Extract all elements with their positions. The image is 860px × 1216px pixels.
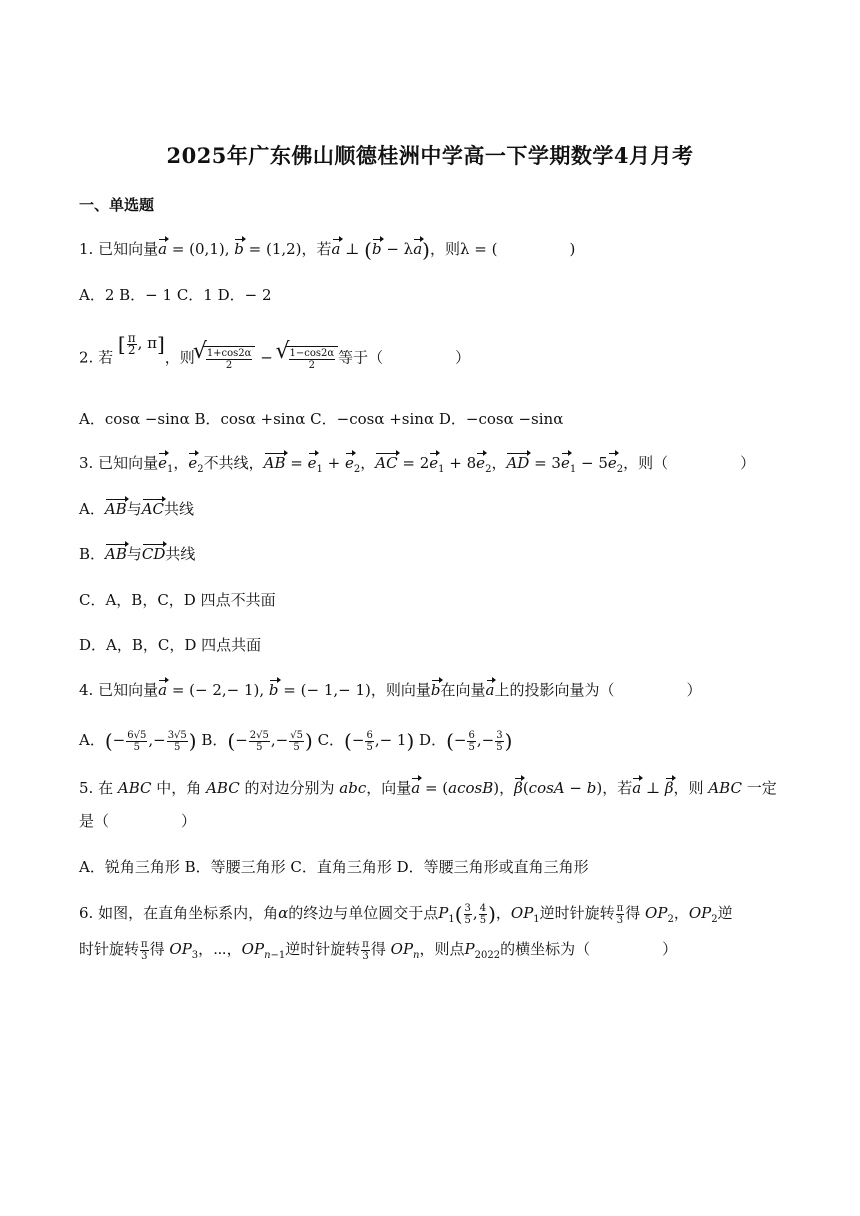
exam-title: 2025年广东佛山顺德桂洲中学高一下学期数学4月月考 — [166, 143, 694, 168]
question-3-option-d: D．A，B，C，D 四点共面 — [79, 636, 262, 654]
question-3-option-b: B．AB与CD共线 — [79, 545, 196, 563]
question-3-option-a: A．AB与AC共线 — [79, 500, 195, 518]
question-2-options: A．cosα −sinα B．cosα +sinα C．−cosα +sinα D．−cosα −sinα — [79, 410, 564, 428]
question-6: 6. 如图，在直角坐标系内，角α的终边与单位圆交于点$P_1$( $\frac{3}{5}$ , $\frac{4}{5}$ )，$OP_1$逆时针旋转 $\frac{\pi}{3}$ 得 $OP_2$，$OP_2$逆 — [79, 902, 733, 926]
question-1-options: A．2 B．− 1 C．1 D．− 2 — [79, 286, 272, 304]
question-1: 1. 已知向量a = (0,1), b = (1,2)，若a ⊥ (b − λa)，则λ = ( ) — [79, 238, 576, 262]
question-5-line-2: 是（ ） — [79, 812, 197, 830]
question-3-option-c: C．A，B，C，D 四点不共面 — [79, 591, 276, 609]
question-5: 5. 在 ABC 中，角 ABC 的对边分别为 abc，向量a = (acosB)，β(cosA − b)，若a ⊥ β，则 ABC 一定 — [79, 779, 777, 797]
question-5-options: A．锐角三角形 B．等腰三角形 C．直角三角形 D．等腰三角形或直角三角形 — [79, 858, 589, 876]
question-2: 2. 若 [ $\frac{\pi}{2}$ , π]，则 √ $\frac{1+\cos 2\alpha}{2}$ − √ $\frac{1-\cos 2\alpha}{2}$ 等于（ ） — [79, 346, 470, 371]
question-4: 4. 已知向量a = (− 2,− 1), b = (− 1,− 1)，则向量b在向量a上的投影向量为（ ） — [79, 681, 702, 699]
question-3: 3. 已知向量$e_1$，$e_2$不共线，AB = $e_1 + e_2$，AC = $2e_1 + 8e_2$，AD = $3e_1 - 5e_2$，则（ ） — [79, 454, 756, 475]
question-6-line-2: 时针旋转 $\frac{\pi}{3}$ 得 $OP_3$，⋯，$OP_{n-1}$逆时针旋转 $\frac{\pi}{3}$ 得 $OP_n$，则点$P_{2022}$的横坐标为（ ） — [79, 938, 678, 962]
section-heading: 一、单选题 — [79, 196, 155, 214]
question-4-options: A．(− $\frac{6√5}{5}$ ,− $\frac{3√5}{5}$ ) B．(− $\frac{2√5}{5}$ ,− $\frac{√5}{5}$ ) C．(− $\frac{6}{5}$ ,− 1) D．(− $\frac{6}{5}$ ,− $\frac{3}{5}$ ) — [79, 729, 513, 753]
